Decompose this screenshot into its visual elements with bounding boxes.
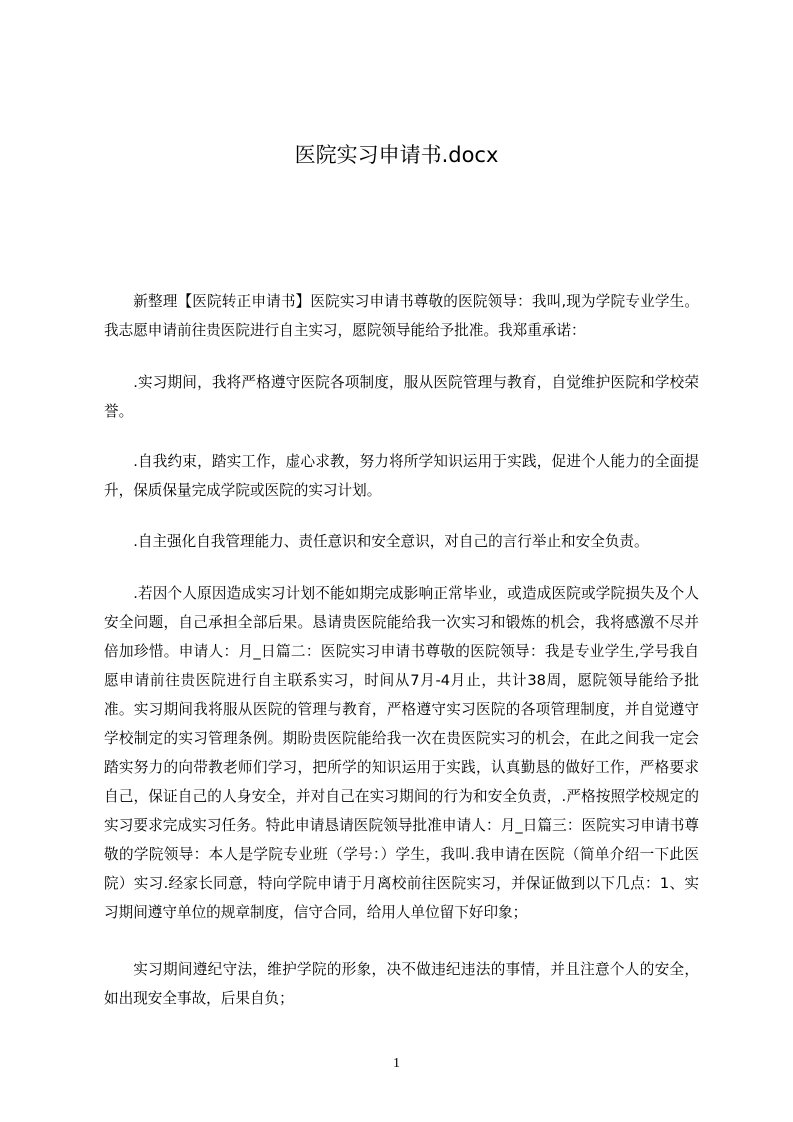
body-section [104, 368, 699, 426]
paragraph: .自主强化自我管理能力、责任意识和安全意识，对自己的言行举止和安全负责。 [133, 533, 649, 550]
paragraph: .自我约束，踏实工作，虚心求教，努力将所学知识运用于实践，促进个人能力的全面提升，保质保量完成学院或医院的实习计划。 [104, 453, 699, 499]
body-section [104, 579, 699, 927]
body-section [104, 447, 699, 505]
document-title: 医院实习申请书.docx [294, 143, 499, 167]
body-section [104, 955, 699, 1013]
paragraph: .若因个人原因造成实习计划不能如期完成影响正常毕业，或造成医院或学院损失及个人安全问题，自己承担全部后果。恳请贵医院能给我一次实习和锻炼的机会，我将感激不尽并倍加珍惜。申请人：月_日篇二：医院实习申请书尊敬的医院领导：我是专业学生,学号我自愿申请前往贵医院进行自主联系实习，时间从7月-4月止，共计38周，愿院领导能给予批准。实习期间我将服从医院的管理与教育，严格遵守实习医院的各项管理制度，并自觉遵守学校制定的实习管理条例。期盼贵医院能给我一次在贵医院实习的机会，在此之间我一定会踏实努力的向带教老师们学习，把所学的知识运用于实践，认真勤恳的做好工作，严格要求自己，保证自己的人身安全，并对自己在实习期间的行为和安全负责，.严格按照学校规定的实习要求完成实习任务。特此申请恳请医院领导批准申请人：月_日篇三：医院实习申请书尊敬的学院领导：本人是学院专业班（学号：）学生，我叫.我申请在医院（简单介绍一下此医院）实习.经家长同意，特向学院申请于月离校前往医院实习，并保证做到以下几点：1、实习期间遵守单位的规章制度，信守合同，给用人单位留下好印象； [104, 585, 699, 921]
paragraph: .实习期间，我将严格遵守医院各项制度，服从医院管理与教育，自觉维护医院和学校荣誉。 [104, 374, 699, 420]
body-section [104, 527, 699, 556]
body-section [104, 287, 699, 345]
page-number: 1 [393, 1056, 400, 1071]
paragraph: 新整理【医院转正申请书】医院实习申请书尊敬的医院领导：我叫,现为学院专业学生。我志愿申请前往贵医院进行自主实习，愿院领导能给予批准。我郑重承诺： [104, 293, 699, 339]
paragraph: 实习期间遵纪守法，维护学院的形象，决不做违纪违法的事情，并且注意个人的安全，如出现安全事故，后果自负； [104, 961, 699, 1007]
